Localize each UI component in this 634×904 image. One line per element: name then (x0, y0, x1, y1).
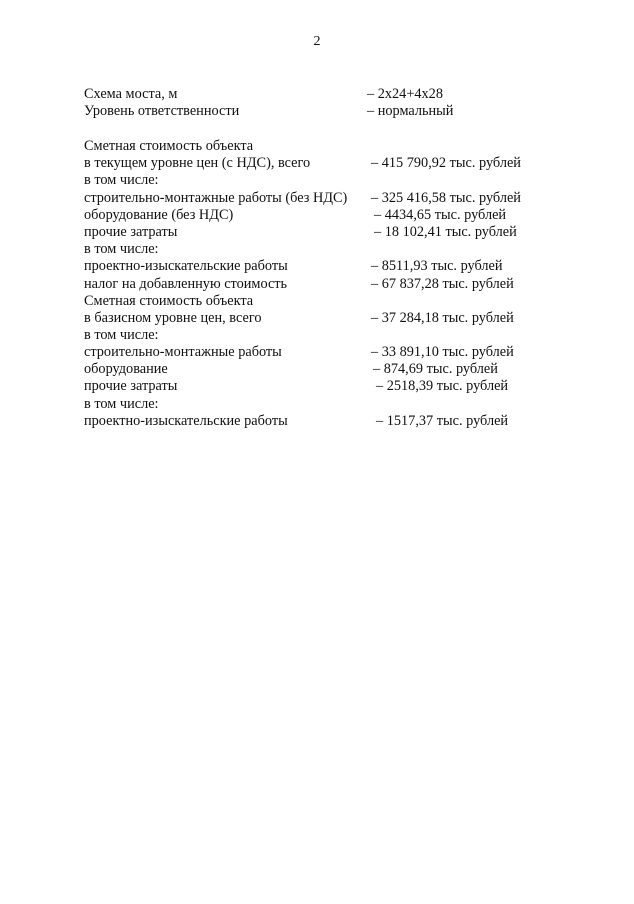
row-label: в том числе: (84, 241, 159, 257)
spec-row (84, 190, 554, 207)
spec-row (84, 207, 554, 224)
spec-row (84, 241, 554, 258)
row-label: налог на добавленную стоимость (84, 276, 288, 292)
row-value: – 1517,37 тыс. рублей (376, 413, 509, 429)
row-label: Сметная стоимость объекта (84, 293, 254, 309)
row-label: Уровень ответственности (84, 103, 240, 119)
spec-row (84, 258, 554, 275)
spec-row (84, 344, 554, 361)
spec-row (84, 276, 554, 293)
spec-row (84, 396, 554, 413)
row-value: – 415 790,92 тыс. рублей (371, 155, 521, 171)
spec-row (84, 103, 554, 120)
row-value: – 8511,93 тыс. рублей (371, 258, 503, 274)
spec-row (84, 172, 554, 189)
row-label: в том числе: (84, 172, 159, 188)
spec-row (84, 155, 554, 172)
spec-row (84, 361, 554, 378)
row-value: – 2х24+4х28 (367, 86, 443, 102)
spec-row (84, 378, 554, 395)
row-value: – 37 284,18 тыс. рублей (371, 310, 514, 326)
row-label: в базисном уровне цен, всего (84, 310, 262, 326)
row-label: проектно-изыскательские работы (84, 258, 288, 274)
row-value: – 4434,65 тыс. рублей (374, 207, 507, 223)
row-label: прочие затраты (84, 224, 178, 240)
row-label: проектно-изыскательские работы (84, 413, 288, 429)
row-label: оборудование (84, 361, 168, 377)
row-value: – 18 102,41 тыс. рублей (374, 224, 517, 240)
spec-row (84, 224, 554, 241)
page-number: 2 (313, 34, 321, 49)
row-label: строительно-монтажные работы (без НДС) (84, 190, 348, 206)
row-label: прочие затраты (84, 378, 178, 394)
row-value: – 325 416,58 тыс. рублей (371, 190, 521, 206)
spec-row (84, 310, 554, 327)
row-label: в текущем уровне цен (с НДС), всего (84, 155, 311, 171)
row-value: – нормальный (367, 103, 454, 119)
row-label: Сметная стоимость объекта (84, 138, 254, 154)
spec-row (84, 293, 554, 310)
row-label: в том числе: (84, 327, 159, 343)
row-value: – 2518,39 тыс. рублей (376, 378, 509, 394)
row-label: Схема моста, м (84, 86, 178, 102)
spec-row (84, 327, 554, 344)
row-label: в том числе: (84, 396, 159, 412)
spec-row (84, 138, 554, 155)
row-value: – 67 837,28 тыс. рублей (371, 276, 514, 292)
spec-row (84, 413, 554, 430)
row-label: оборудование (без НДС) (84, 207, 234, 223)
spec-row (84, 86, 554, 103)
row-value: – 874,69 тыс. рублей (373, 361, 498, 377)
row-value: – 33 891,10 тыс. рублей (371, 344, 514, 360)
row-label: строительно-монтажные работы (84, 344, 282, 360)
